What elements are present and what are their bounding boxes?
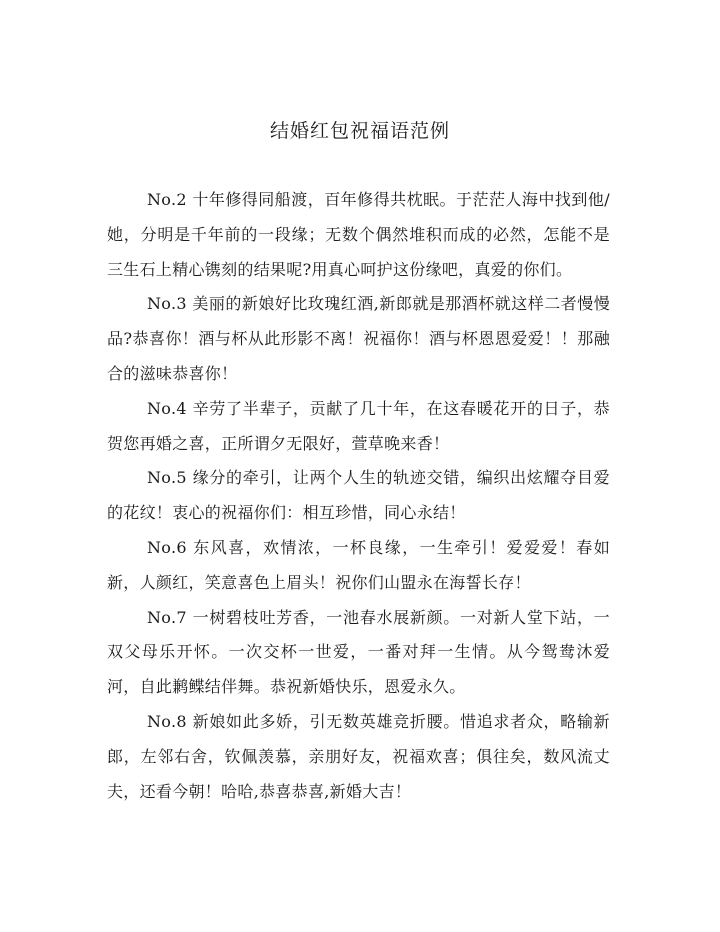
paragraph-no7: No.7 一树碧枝吐芳香，一池春水展新颜。一对新人堂下站，一双父母乐开怀。一次交杯一世爱，一番对拜一生情。从今鸳鸯沐爱河，自此鹣鲽结伴舞。恭祝新婚快乐，恩爱永久。 (107, 607, 610, 697)
paragraph-no4: No.4 辛劳了半辈子，贡献了几十年，在这春暖花开的日子，恭贺您再婚之喜，正所谓夕无限好，萱草晚来香！ (107, 398, 610, 453)
document-body (107, 183, 610, 809)
paragraph-no2: No.2 十年修得同船渡，百年修得共枕眠。于茫茫人海中找到他/她，分明是千年前的一段缘；无数个偶然堆积而成的必然，怎能不是三生石上精心镌刻的结果呢?用真心呵护这份缘吧，真爱的你们。 (107, 190, 610, 279)
document-title: 结婚红包祝福语范例 (269, 120, 450, 142)
paragraph-no3: No.3 美丽的新娘好比玫瑰红酒,新郎就是那酒杯就这样二者慢慢品?恭喜你！酒与杯从此形影不离！祝福你！酒与杯恩恩爱爱！！那融合的滋味恭喜你！ (107, 294, 610, 383)
paragraph-no8: No.8 新娘如此多娇，引无数英雄竞折腰。惜追求者众，略输新郎，左邻右舍，钦佩羡慕，亲朋好友，祝福欢喜；俱往矣，数风流丈夫，还看今朝！哈哈,恭喜恭喜,新婚大吉！ (107, 711, 610, 801)
paragraph-no6: No.6 东风喜，欢情浓，一杯良缘，一生牵引！爱爱爱！春如新，人颜红，笑意喜色上眉头！祝你们山盟永在海誓长存！ (107, 537, 610, 592)
paragraph-no5: No.5 缘分的牵引，让两个人生的轨迹交错，编织出炫耀夺目爱的花纹！衷心的祝福你们：相互珍惜，同心永结！ (107, 468, 610, 523)
